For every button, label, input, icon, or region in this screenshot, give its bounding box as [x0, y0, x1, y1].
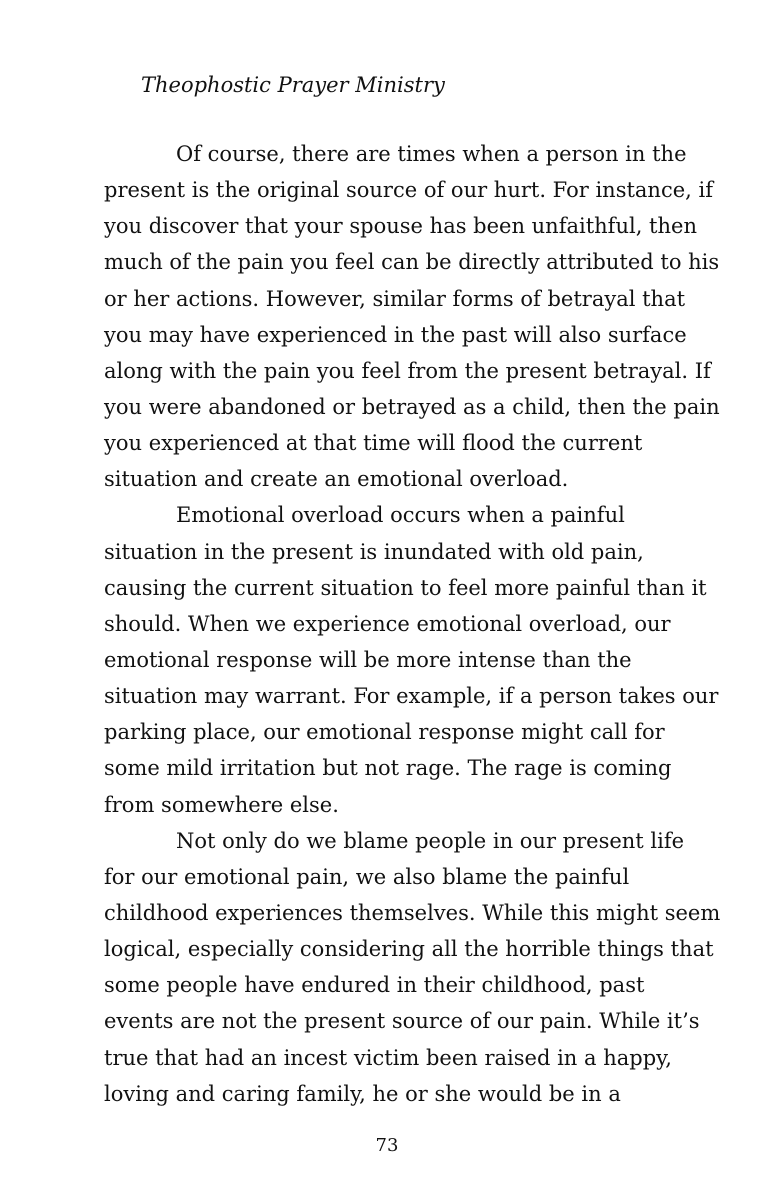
text-line: much of the pain you feel can be directly attributed to his	[104, 250, 720, 275]
text-line: some people have endured in their childhood, past	[104, 973, 645, 998]
text-line: along with the pain you feel from the present betrayal. If	[104, 358, 711, 383]
text-line: you discover that your spouse has been unfaithful, then	[104, 214, 697, 239]
text-line: situation and create an emotional overload.	[104, 467, 569, 492]
text-line: parking place, our emotional response might call for	[104, 720, 665, 745]
text-line: from somewhere else.	[104, 792, 339, 817]
text-line: you were abandoned or betrayed as a child, then the pain	[104, 394, 720, 419]
text-line: true that had an incest victim been raised in a happy,	[104, 1045, 672, 1070]
body-text	[104, 136, 721, 1112]
text-line: or her actions. However, similar forms of betrayal that	[104, 286, 686, 311]
page-number: 73	[375, 1135, 399, 1156]
text-line: loving and caring family, he or she would be in a	[104, 1081, 621, 1106]
running-head: Theophostic Prayer Ministry	[141, 73, 445, 97]
text-line: for our emotional pain, we also blame the painful	[104, 864, 630, 889]
text-line: Of course, there are times when a person in the	[176, 142, 687, 166]
text-line: should. When we experience emotional overload, our	[104, 611, 671, 636]
text-line: present is the original source of our hurt. For instance, if	[104, 178, 713, 203]
text-line: some mild irritation but not rage. The rage is coming	[104, 756, 672, 781]
text-line: causing the current situation to feel more painful than it	[104, 575, 707, 600]
text-line: emotional response will be more intense than the	[104, 647, 632, 672]
text-line: situation in the present is inundated with old pain,	[104, 539, 644, 564]
text-line: childhood experiences themselves. While this might seem	[104, 900, 721, 925]
text-line: logical, especially considering all the horrible things that	[104, 937, 714, 962]
text-line: you may have experienced in the past will also surface	[104, 322, 687, 347]
text-line: Emotional overload occurs when a painful	[176, 503, 625, 528]
text-line: Not only do we blame people in our present life	[176, 828, 685, 853]
text-line: events are not the present source of our pain. While it’s	[104, 1009, 700, 1034]
text-line: situation may warrant. For example, if a person takes our	[104, 684, 719, 709]
text-line: you experienced at that time will flood the current	[104, 431, 643, 456]
